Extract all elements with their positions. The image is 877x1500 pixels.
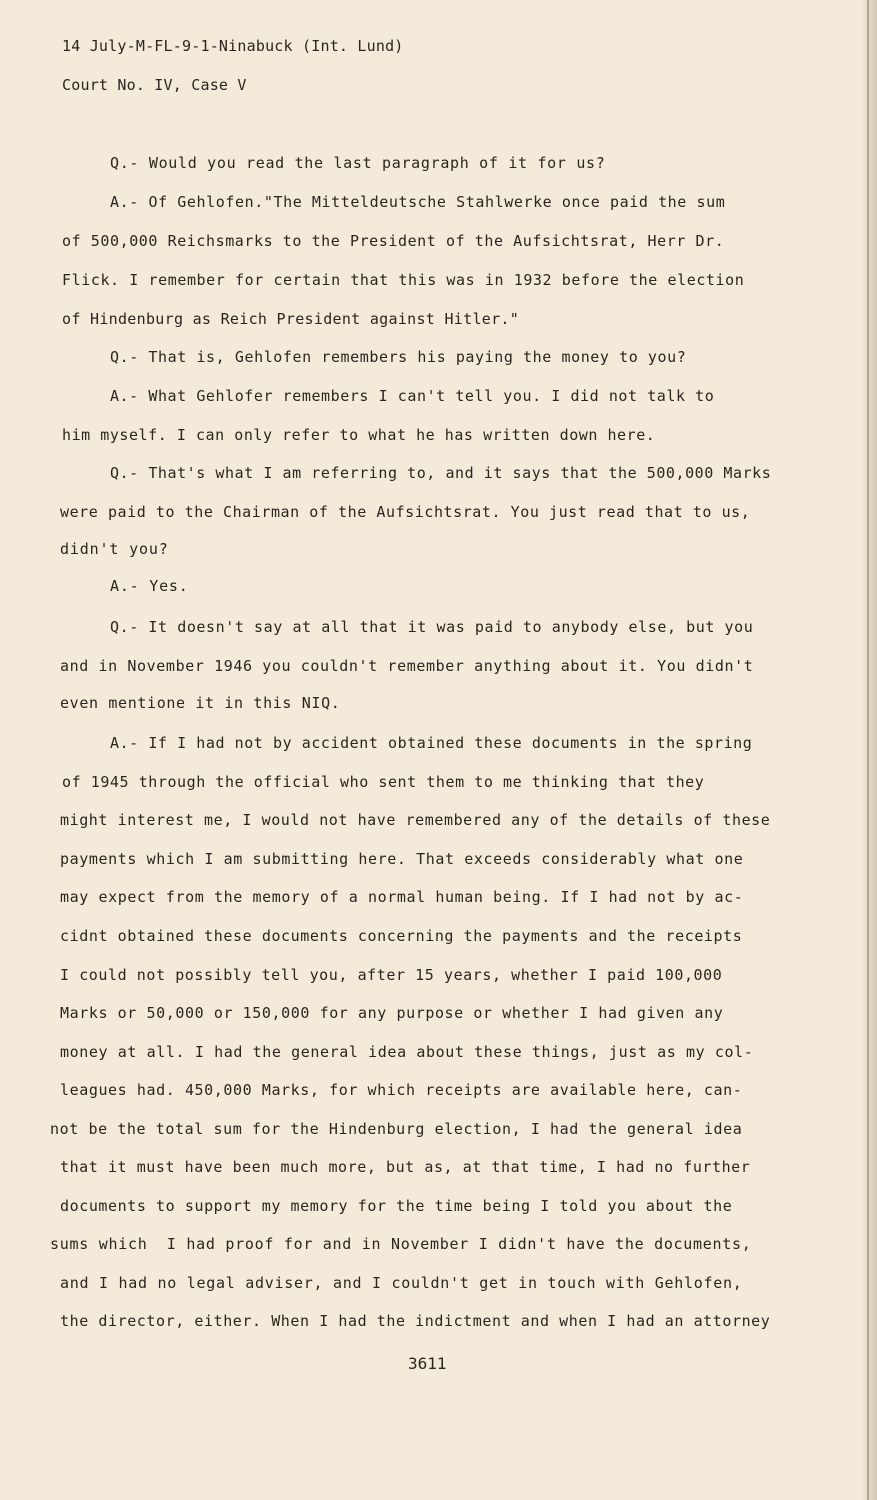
- transcript-line: leagues had. 450,000 Marks, for which receipts are available here, can-: [60, 1081, 743, 1099]
- transcript-line: may expect from the memory of a normal human being. If I had not by ac-: [60, 888, 744, 906]
- transcript-line: I could not possibly tell you, after 15 years, whether I paid 100,000: [60, 966, 723, 984]
- transcript-line: Marks or 50,000 or 150,000 for any purpose or whether I had given any: [60, 1004, 724, 1022]
- transcript-line: Q.- That is, Gehlofen remembers his paying the money to you?: [110, 348, 687, 366]
- transcript-line: documents to support my memory for the time being I told you about the: [60, 1197, 733, 1215]
- transcript-line: Q.- That's what I am referring to, and it says that the 500,000 Marks: [110, 464, 772, 482]
- session-header: 14 July-M-FL-9-1-Ninabuck (Int. Lund): [62, 37, 404, 55]
- transcript-line: Q.- It doesn't say at all that it was paid to anybody else, but you: [110, 618, 754, 636]
- transcript-line: money at all. I had the general idea about these things, just as my col-: [60, 1043, 754, 1061]
- transcript-line: didn't you?: [60, 540, 169, 558]
- transcript-line: and I had no legal adviser, and I couldn't get in touch with Gehlofen,: [60, 1274, 743, 1292]
- transcript-line: Flick. I remember for certain that this was in 1932 before the election: [62, 271, 745, 289]
- transcript-line: of 500,000 Reichsmarks to the President of the Aufsichtsrat, Herr Dr.: [62, 232, 725, 250]
- transcript-line: the director, either. When I had the indictment and when I had an attorney: [60, 1312, 771, 1330]
- transcript-line: A.- Of Gehlofen."The Mitteldeutsche Stahlwerke once paid the sum: [110, 193, 726, 211]
- transcript-line: A.- If I had not by accident obtained these documents in the spring: [110, 734, 753, 752]
- transcript-line: A.- Yes.: [110, 577, 189, 595]
- transcript-line: were paid to the Chairman of the Aufsichtsrat. You just read that to us,: [60, 503, 751, 521]
- transcript-line: and in November 1946 you couldn't remember anything about it. You didn't: [60, 657, 754, 675]
- transcript-line: Q.- Would you read the last paragraph of it for us?: [110, 154, 606, 172]
- transcript-line: cidnt obtained these documents concerning the payments and the receipts: [60, 927, 743, 945]
- transcript-line: that it must have been much more, but as, at that time, I had no further: [60, 1158, 751, 1176]
- transcript-line: him myself. I can only refer to what he has written down here.: [62, 426, 656, 444]
- transcript-line: not be the total sum for the Hindenburg election, I had the general idea: [50, 1120, 743, 1138]
- page-edge-line: [867, 0, 869, 1500]
- page-number: 3611: [408, 1354, 447, 1373]
- page-edge-shadow: [861, 0, 877, 1500]
- transcript-line: might interest me, I would not have remembered any of the details of these: [60, 811, 771, 829]
- transcript-line: payments which I am submitting here. That exceeds considerably what one: [60, 850, 744, 868]
- court-header: Court No. IV, Case V: [62, 76, 247, 94]
- transcript-line: sums which I had proof for and in November I didn't have the documents,: [50, 1235, 752, 1253]
- transcript-line: of Hindenburg as Reich President against Hitler.": [62, 310, 520, 328]
- transcript-line: even mentione it in this NIQ.: [60, 694, 341, 712]
- transcript-line: of 1945 through the official who sent them to me thinking that they: [62, 773, 705, 791]
- transcript-line: A.- What Gehlofer remembers I can't tell you. I did not talk to: [110, 387, 715, 405]
